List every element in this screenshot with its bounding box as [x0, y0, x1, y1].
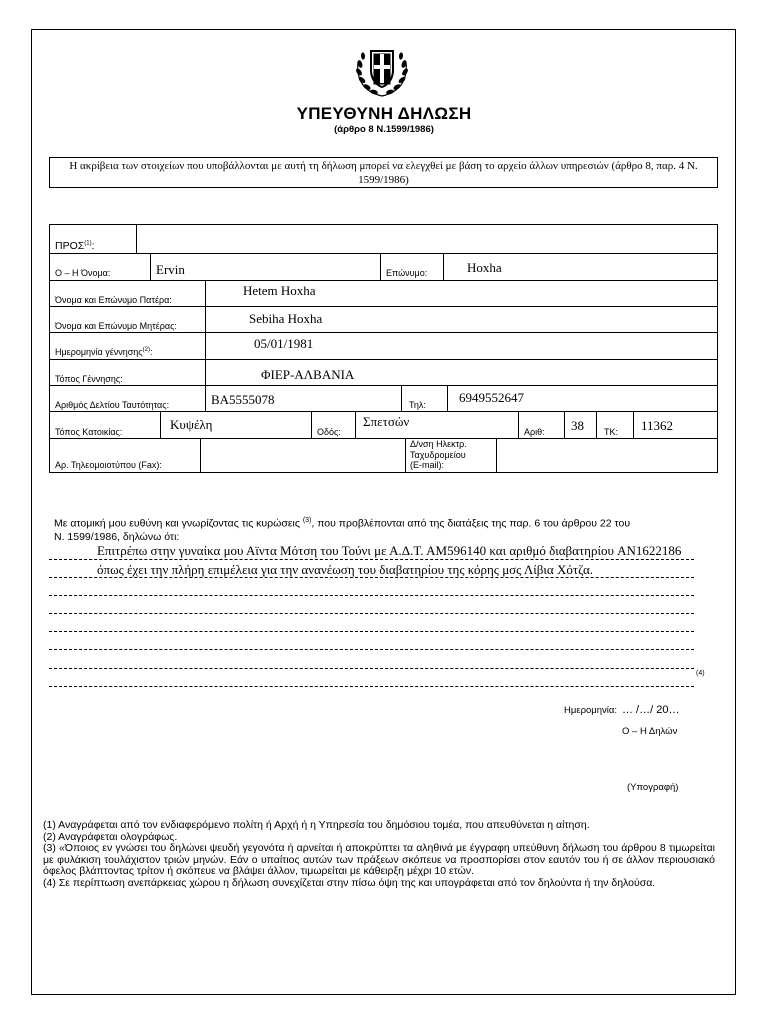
first-name-label: Ο – Η Όνομα: — [55, 268, 111, 278]
mother-label: Όνομα και Επώνυμο Μητέρας: — [55, 321, 177, 331]
id-number-field[interactable]: BA5555078 — [211, 392, 275, 407]
surname-label: Επώνυμο: — [386, 268, 428, 278]
residence-label: Τόπος Κατοικίας: — [55, 427, 123, 437]
father-label: Όνομα και Επώνυμο Πατέρα: — [55, 295, 172, 305]
street-field[interactable]: Σπετσών — [363, 414, 410, 429]
father-field[interactable]: Hetem Hoxha — [243, 283, 316, 298]
greek-coat-of-arms-icon — [352, 40, 412, 100]
pros-label: ΠΡΟΣ$^{(1)}$: — [55, 240, 95, 252]
declaration-dotted-line — [49, 649, 694, 650]
footnote-2: (2) Αναγράφεται ολογράφως. — [43, 830, 178, 843]
accuracy-notice: Η ακρίβεια των στοιχείων που υποβάλλονται με αυτή τη δήλωση μπορεί να ελεγχθεί με βάση το αρχείο άλλων υπηρεσιών (άρθρο 8, παρ. 4 Ν. 1599/1986) — [49, 157, 718, 188]
phone-field[interactable]: 6949552647 — [459, 390, 524, 405]
birthplace-field[interactable]: ΦΙΕΡ-ΑΛΒΑΝΙΑ — [261, 367, 355, 382]
footnote-4: (4) Σε περίπτωση ανεπάρκειας χώρου η δήλωση συνεχίζεται στην πίσω όψη της και υπογράφεται από τον δηλούντα ή την δηλούσα. — [43, 876, 656, 889]
declaration-dotted-line — [49, 631, 694, 632]
date-field[interactable]: … /…/ 20… — [622, 704, 680, 716]
footnote-4-ref: (4) — [696, 670, 705, 677]
birthdate-field[interactable]: 05/01/1981 — [254, 336, 314, 351]
footnotes — [43, 820, 715, 889]
document-subtitle: (άρθρο 8 Ν.1599/1986) — [334, 124, 434, 135]
fax-label: Αρ. Τηλεομοιοτύπου (Fax): — [55, 460, 162, 470]
document-title: ΥΠΕΥΘΥΝΗ ΔΗΛΩΣΗ — [296, 104, 472, 123]
phone-label: Τηλ: — [409, 400, 426, 410]
declaration-intro: Με ατομική μου ευθύνη και γνωρίζοντας τις κυρώσεις $^{(3)}$, που προβλέπονται από της διατάξεις της παρ. 6 του άρθρου 22 του Ν. 1599/1986, δηλώνω ότι: — [54, 517, 631, 543]
signature-label: (Υπογραφή) — [627, 782, 679, 793]
declaration-line-1[interactable]: Επιτρέπω στην γυναίκα μου Αϊντα Μότση του Τούνι με Α.Δ.Τ. ΑΜ596140 και αριθμό διαβατηρίου AN1622186 — [97, 543, 682, 558]
mother-field[interactable]: Sebiha Hoxha — [249, 311, 323, 326]
first-name-field[interactable]: Ervin — [156, 262, 185, 277]
declarant-label: Ο – Η Δηλών — [622, 726, 678, 737]
declaration-dotted-line — [49, 668, 694, 669]
surname-field[interactable]: Hoxha — [467, 260, 502, 275]
declaration-dotted-line — [49, 613, 694, 614]
street-label: Οδός: — [317, 427, 341, 437]
declaration-dotted-line — [49, 559, 694, 560]
id-number-label: Αριθμός Δελτίου Ταυτότητας: — [55, 400, 170, 410]
footnote-1: (1) Αναγράφεται από τον ενδιαφερόμενο πολίτη ή Αρχή ή η Υπηρεσία του δημόσιου τομέα, που απευθύνεται η αίτηση. — [43, 819, 590, 831]
declaration-dotted-line — [49, 577, 694, 578]
declaration-line-2[interactable]: όπως έχει την πλήρη επιμέλεια για την ανανέωση του διαβατηρίου της κόρης μσς Λίβια Χότζα. — [97, 562, 594, 577]
email-label: Δ/νση Ηλεκτρ. Ταχυδρομείου (E-mail): — [410, 439, 467, 470]
footnote-3: (3) «Όποιος εν γνώσει του δηλώνει ψευδή γεγονότα ή αρνείται ή αποκρύπτει τα αληθινά με έγγραφη υπεύθυνη δήλωση του άρθρου 8 τιμωρείται με φυλάκιση τουλάχιστον τριών μηνών. Εάν ο υπαίτιος αυτών των πράξεων σκόπευε να προσπορίσει στον εαυτόν του ή σε άλλον περιουσιακό όφελος βλάπτοντας τρίτον ή σκόπευε να βλάψει άλλον, τιμωρείται με κάθειρξη μέχρι 10 ετών. — [43, 842, 715, 877]
declaration-dotted-line — [49, 595, 694, 596]
birthplace-label: Τόπος Γέννησης: — [55, 374, 123, 384]
declaration-dotted-line — [49, 686, 694, 687]
residence-field[interactable]: Κυψέλη — [170, 417, 213, 432]
birthdate-label: Ημερομηνία γέννησης$^{(2)}$: — [55, 347, 153, 357]
date-label: Ημερομηνία: — [564, 705, 618, 716]
postcode-field[interactable]: 11362 — [641, 418, 674, 433]
number-label: Αριθ: — [524, 427, 545, 437]
number-field[interactable]: 38 — [571, 418, 584, 433]
postcode-label: ΤΚ: — [604, 427, 619, 437]
